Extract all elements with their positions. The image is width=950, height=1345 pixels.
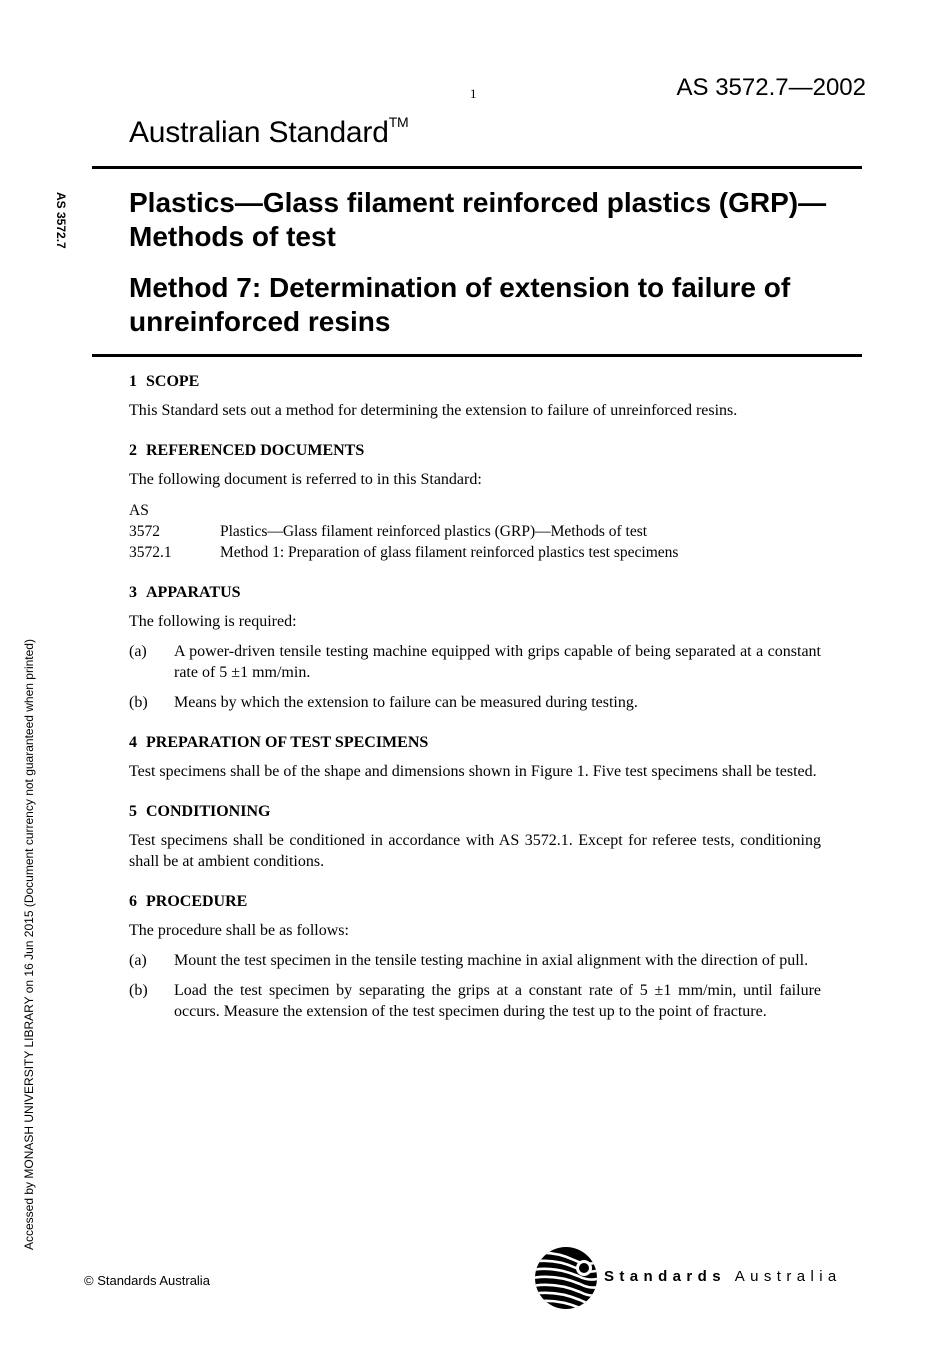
list-item-text: Mount the test specimen in the tensile testing machine in axial alignment with the direction of pull. xyxy=(174,952,809,969)
list-item-label: (b) xyxy=(129,694,148,711)
section-title: PROCEDURE xyxy=(146,893,248,910)
method-title: Method 7: Determination of extension to failure of unreinforced resins xyxy=(129,272,791,337)
top-divider xyxy=(92,166,862,169)
apparatus-intro: The following is required: xyxy=(129,613,297,630)
reference-table xyxy=(129,500,821,563)
section-heading xyxy=(129,801,821,822)
section-title: APPARATUS xyxy=(146,584,241,601)
standards-australia-wordmark xyxy=(604,1268,842,1285)
standard-id: AS 3572.7—2002 xyxy=(676,74,866,101)
list-item-label: (b) xyxy=(129,982,148,999)
section-title: REFERENCED DOCUMENTS xyxy=(146,442,365,459)
section-heading xyxy=(129,891,821,912)
spine-label: AS 3572.7 xyxy=(54,192,68,249)
section-number: 6 xyxy=(129,893,137,910)
section-heading xyxy=(129,440,821,461)
section-title: SCOPE xyxy=(146,373,200,390)
list-item-text: Load the test specimen by separating the grips at a constant rate of 5 ±1 mm/min, until failure occurs. Measure the extension of the test specimen during the test up to the point of fracture. xyxy=(174,982,821,1020)
document-type xyxy=(129,116,409,150)
reference-title: Plastics—Glass filament reinforced plastics (GRP)—Methods of test xyxy=(220,523,648,540)
procedure-intro: The procedure shall be as follows: xyxy=(129,922,349,939)
scope-text: This Standard sets out a method for determining the extension to failure of unreinforced resins. xyxy=(129,402,738,419)
list-item xyxy=(129,950,821,971)
conditioning-text: Test specimens shall be conditioned in accordance with AS 3572.1. Except for referee tests, conditioning shall be at ambient conditions. xyxy=(129,832,821,870)
list-item-text: Means by which the extension to failure can be measured during testing. xyxy=(174,694,638,711)
trademark-mark: TM xyxy=(388,114,409,130)
section-number: 2 xyxy=(129,442,137,459)
standards-australia-logo-icon xyxy=(534,1246,598,1310)
section-preparation xyxy=(129,732,821,782)
section-heading xyxy=(129,371,821,392)
section-number: 5 xyxy=(129,803,137,820)
brand-name-light: Australia xyxy=(734,1268,842,1285)
list-item xyxy=(129,692,821,713)
document-body xyxy=(129,371,821,1041)
reference-code: 3572.1 xyxy=(129,544,172,561)
section-heading xyxy=(129,582,821,603)
copyright-notice: © Standards Australia xyxy=(84,1273,210,1288)
reference-title: Method 1: Preparation of glass filament reinforced plastics test specimens xyxy=(220,544,679,561)
reference-code: 3572 xyxy=(129,523,160,540)
reference-group-label: AS xyxy=(129,502,149,519)
section-number: 1 xyxy=(129,373,137,390)
list-item xyxy=(129,980,821,1022)
list-item-text: A power-driven tensile testing machine equipped with grips capable of being separated at a constant rate of 5 ±1 mm/min. xyxy=(174,643,821,681)
document-type-label: Australian Standard xyxy=(129,116,389,149)
document-title: Plastics—Glass filament reinforced plastics (GRP)—Methods of test xyxy=(129,187,827,252)
reference-row xyxy=(129,521,821,542)
reference-row xyxy=(129,542,821,563)
referenced-intro: The following document is referred to in this Standard: xyxy=(129,471,482,488)
preparation-text: Test specimens shall be of the shape and dimensions shown in Figure 1. Five test specimens shall be tested. xyxy=(129,763,817,780)
section-title: PREPARATION OF TEST SPECIMENS xyxy=(146,734,429,751)
section-conditioning xyxy=(129,801,821,872)
list-item xyxy=(129,641,821,683)
list-item-label: (a) xyxy=(129,952,147,969)
section-procedure xyxy=(129,891,821,1022)
section-title: CONDITIONING xyxy=(146,803,271,820)
title-divider xyxy=(92,354,862,357)
section-number: 3 xyxy=(129,584,137,601)
section-apparatus xyxy=(129,582,821,713)
section-referenced-documents xyxy=(129,440,821,563)
section-heading xyxy=(129,732,821,753)
access-note: Accessed by MONASH UNIVERSITY LIBRARY on 16 Jun 2015 (Document currency not guaranteed when printed) xyxy=(22,639,36,1250)
list-item-label: (a) xyxy=(129,643,147,660)
brand-name-bold: Standards xyxy=(604,1268,726,1285)
page-number: 1 xyxy=(470,86,477,101)
section-number: 4 xyxy=(129,734,137,751)
section-scope xyxy=(129,371,821,421)
